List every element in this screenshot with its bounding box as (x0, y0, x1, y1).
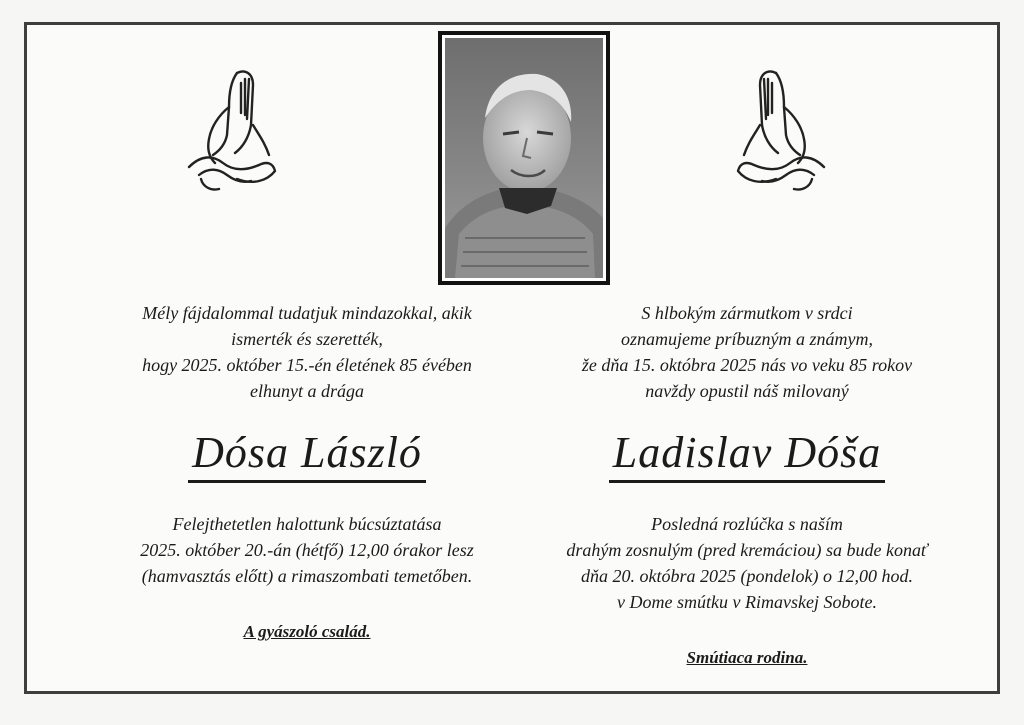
praying-hands-icon (734, 63, 834, 193)
hungarian-signature: A gyászoló család. (243, 622, 371, 641)
intro-line: navždy opustil náš milovaný (645, 381, 849, 401)
slovak-column (557, 300, 937, 671)
obituary-card (24, 22, 1000, 694)
intro-line: oznamujeme príbuzným a známym, (621, 329, 873, 349)
details-line: v Dome smútku v Rimavskej Sobote. (617, 592, 877, 612)
deceased-name-hungarian: Dósa László (188, 428, 426, 483)
slovak-signature: Smútiaca rodina. (686, 648, 808, 667)
intro-line: ismerték és szerették, (231, 329, 383, 349)
details-line: drahým zosnulým (pred kremáciou) sa bude konať (566, 540, 928, 560)
intro-line: elhunyt a drága (250, 381, 364, 401)
slovak-intro (557, 300, 937, 404)
intro-line: Mély fájdalommal tudatjuk mindazokkal, akik (142, 303, 472, 323)
intro-line: že dňa 15. októbra 2025 nás vo veku 85 rokov (581, 355, 913, 375)
portrait-image (445, 38, 603, 278)
details-line: dňa 20. októbra 2025 (pondelok) o 12,00 hod. (581, 566, 913, 586)
details-line: Felejthetetlen halottunk búcsúztatása (172, 514, 442, 534)
deceased-name-slovak: Ladislav Dóša (609, 428, 885, 483)
intro-line: S hlbokým zármutkom v srdci (641, 303, 853, 323)
praying-hands-icon (179, 63, 279, 193)
hungarian-intro (117, 300, 497, 404)
details-line: Posledná rozlúčka s naším (651, 514, 843, 534)
details-line: 2025. október 20.-án (hétfő) 12,00 órakor lesz (140, 540, 474, 560)
hungarian-column (117, 300, 497, 645)
portrait-photo (438, 31, 610, 285)
hungarian-details (117, 511, 497, 589)
slovak-details (557, 511, 937, 615)
intro-line: hogy 2025. október 15.-én életének 85 évében (142, 355, 472, 375)
details-line: (hamvasztás előtt) a rimaszombati temetőben. (141, 566, 473, 586)
